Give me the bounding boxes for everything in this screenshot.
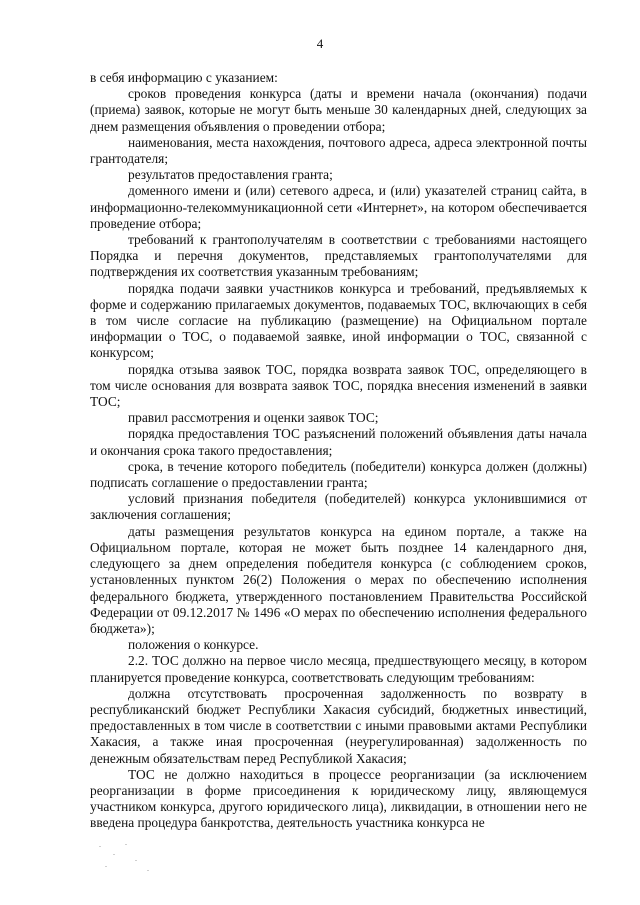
paragraph: требований к грантополучателям в соответствии с требованиями настоящего Порядка и перечня документов, представляемых грантополучателями для подтверждения их соответствия указанным требованиям; — [90, 232, 587, 280]
scan-artifact — [95, 840, 155, 880]
paragraph: порядка предоставления ТОС разъяснений положений объявления даты начала и окончания срока такого предоставления; — [90, 426, 587, 458]
paragraph: должна отсутствовать просроченная задолженность по возврату в республиканский бюджет Республики Хакасия субсидий, бюджетных инвестиций, предоставленных в том числе в соответствии с иными правовыми актами Республики Хакасия, а также иная просроченная (неурегулированная) задолженность по денежным обязательствам перед Республикой Хакасия; — [90, 685, 587, 766]
paragraph: порядка отзыва заявок ТОС, порядка возврата заявок ТОС, определяющего в том числе основания для возврата заявок ТОС, порядка внесения изменений в заявки ТОС; — [90, 361, 587, 410]
paragraph: положения о конкурсе. — [128, 637, 259, 653]
paragraph: наименования, места нахождения, почтового адреса, адреса электронной почты грантодателя; — [90, 134, 587, 167]
paragraph: правил рассмотрения и оценки заявок ТОС; — [128, 410, 379, 426]
paragraph: срока, в течение которого победитель (победители) конкурса должен (должны) подписать соглашение о предоставлении гранта; — [90, 458, 587, 491]
paragraph: даты размещения результатов конкурса на едином портале, а также на Официальном портале, которая не может быть позднее 14 календарного дня, следующего за днем определения победителя конкурса (с соблюдением сроков, установленных пунктом 26(2) Положения о мерах по обеспечению исполнения федерального бюджета, утвержденного постановлением Правительства Российской Федерации от 09.12.2017 № 1496 «О мерах по обеспечению исполнения федерального бюджета»); — [90, 523, 587, 636]
paragraph: порядка подачи заявки участников конкурса и требований, предъявляемых к форме и содержанию прилагаемых документов, подаваемых ТОС, включающих в себя в том числе согласие на публикацию (размещение) на Официальном портале информации о ТОС, о подаваемой заявке, иной информации о ТОС, связанной с конкурсом; — [90, 280, 587, 361]
page-number: 4 — [316, 36, 324, 51]
paragraph: сроков проведения конкурса (даты и времени начала (окончания) подачи (приема) заявок, которые не могут быть меньше 30 календарных дней, следующих за днем размещения объявления о проведении отбора; — [90, 86, 587, 134]
paragraph: в себя информацию с указанием: — [90, 70, 278, 85]
paragraph: доменного имени и (или) сетевого адреса, и (или) указателей страниц сайта, в информационно-телекоммуникационной сети «Интернет», на котором обеспечивается проведение отбора; — [90, 183, 587, 231]
paragraph: условий признания победителя (победителей) конкурса уклонившимися от заключения соглашения; — [90, 491, 587, 523]
paragraph: результатов предоставления гранта; — [128, 167, 333, 183]
document-body — [90, 70, 587, 832]
paragraph: 2.2. ТОС должно на первое число месяца, предшествующего месяцу, в котором планируется проведение конкурса, соответствовать следующим требованиям: — [90, 653, 587, 685]
paragraph: ТОС не должно находиться в процессе реорганизации (за исключением реорганизации в форме присоединения к юридическому лицу, являющемуся участником конкурса, другого юридического лица), ликвидации, в отношении него не введена процедура банкротства, деятельность участника конкурса не — [90, 766, 587, 831]
